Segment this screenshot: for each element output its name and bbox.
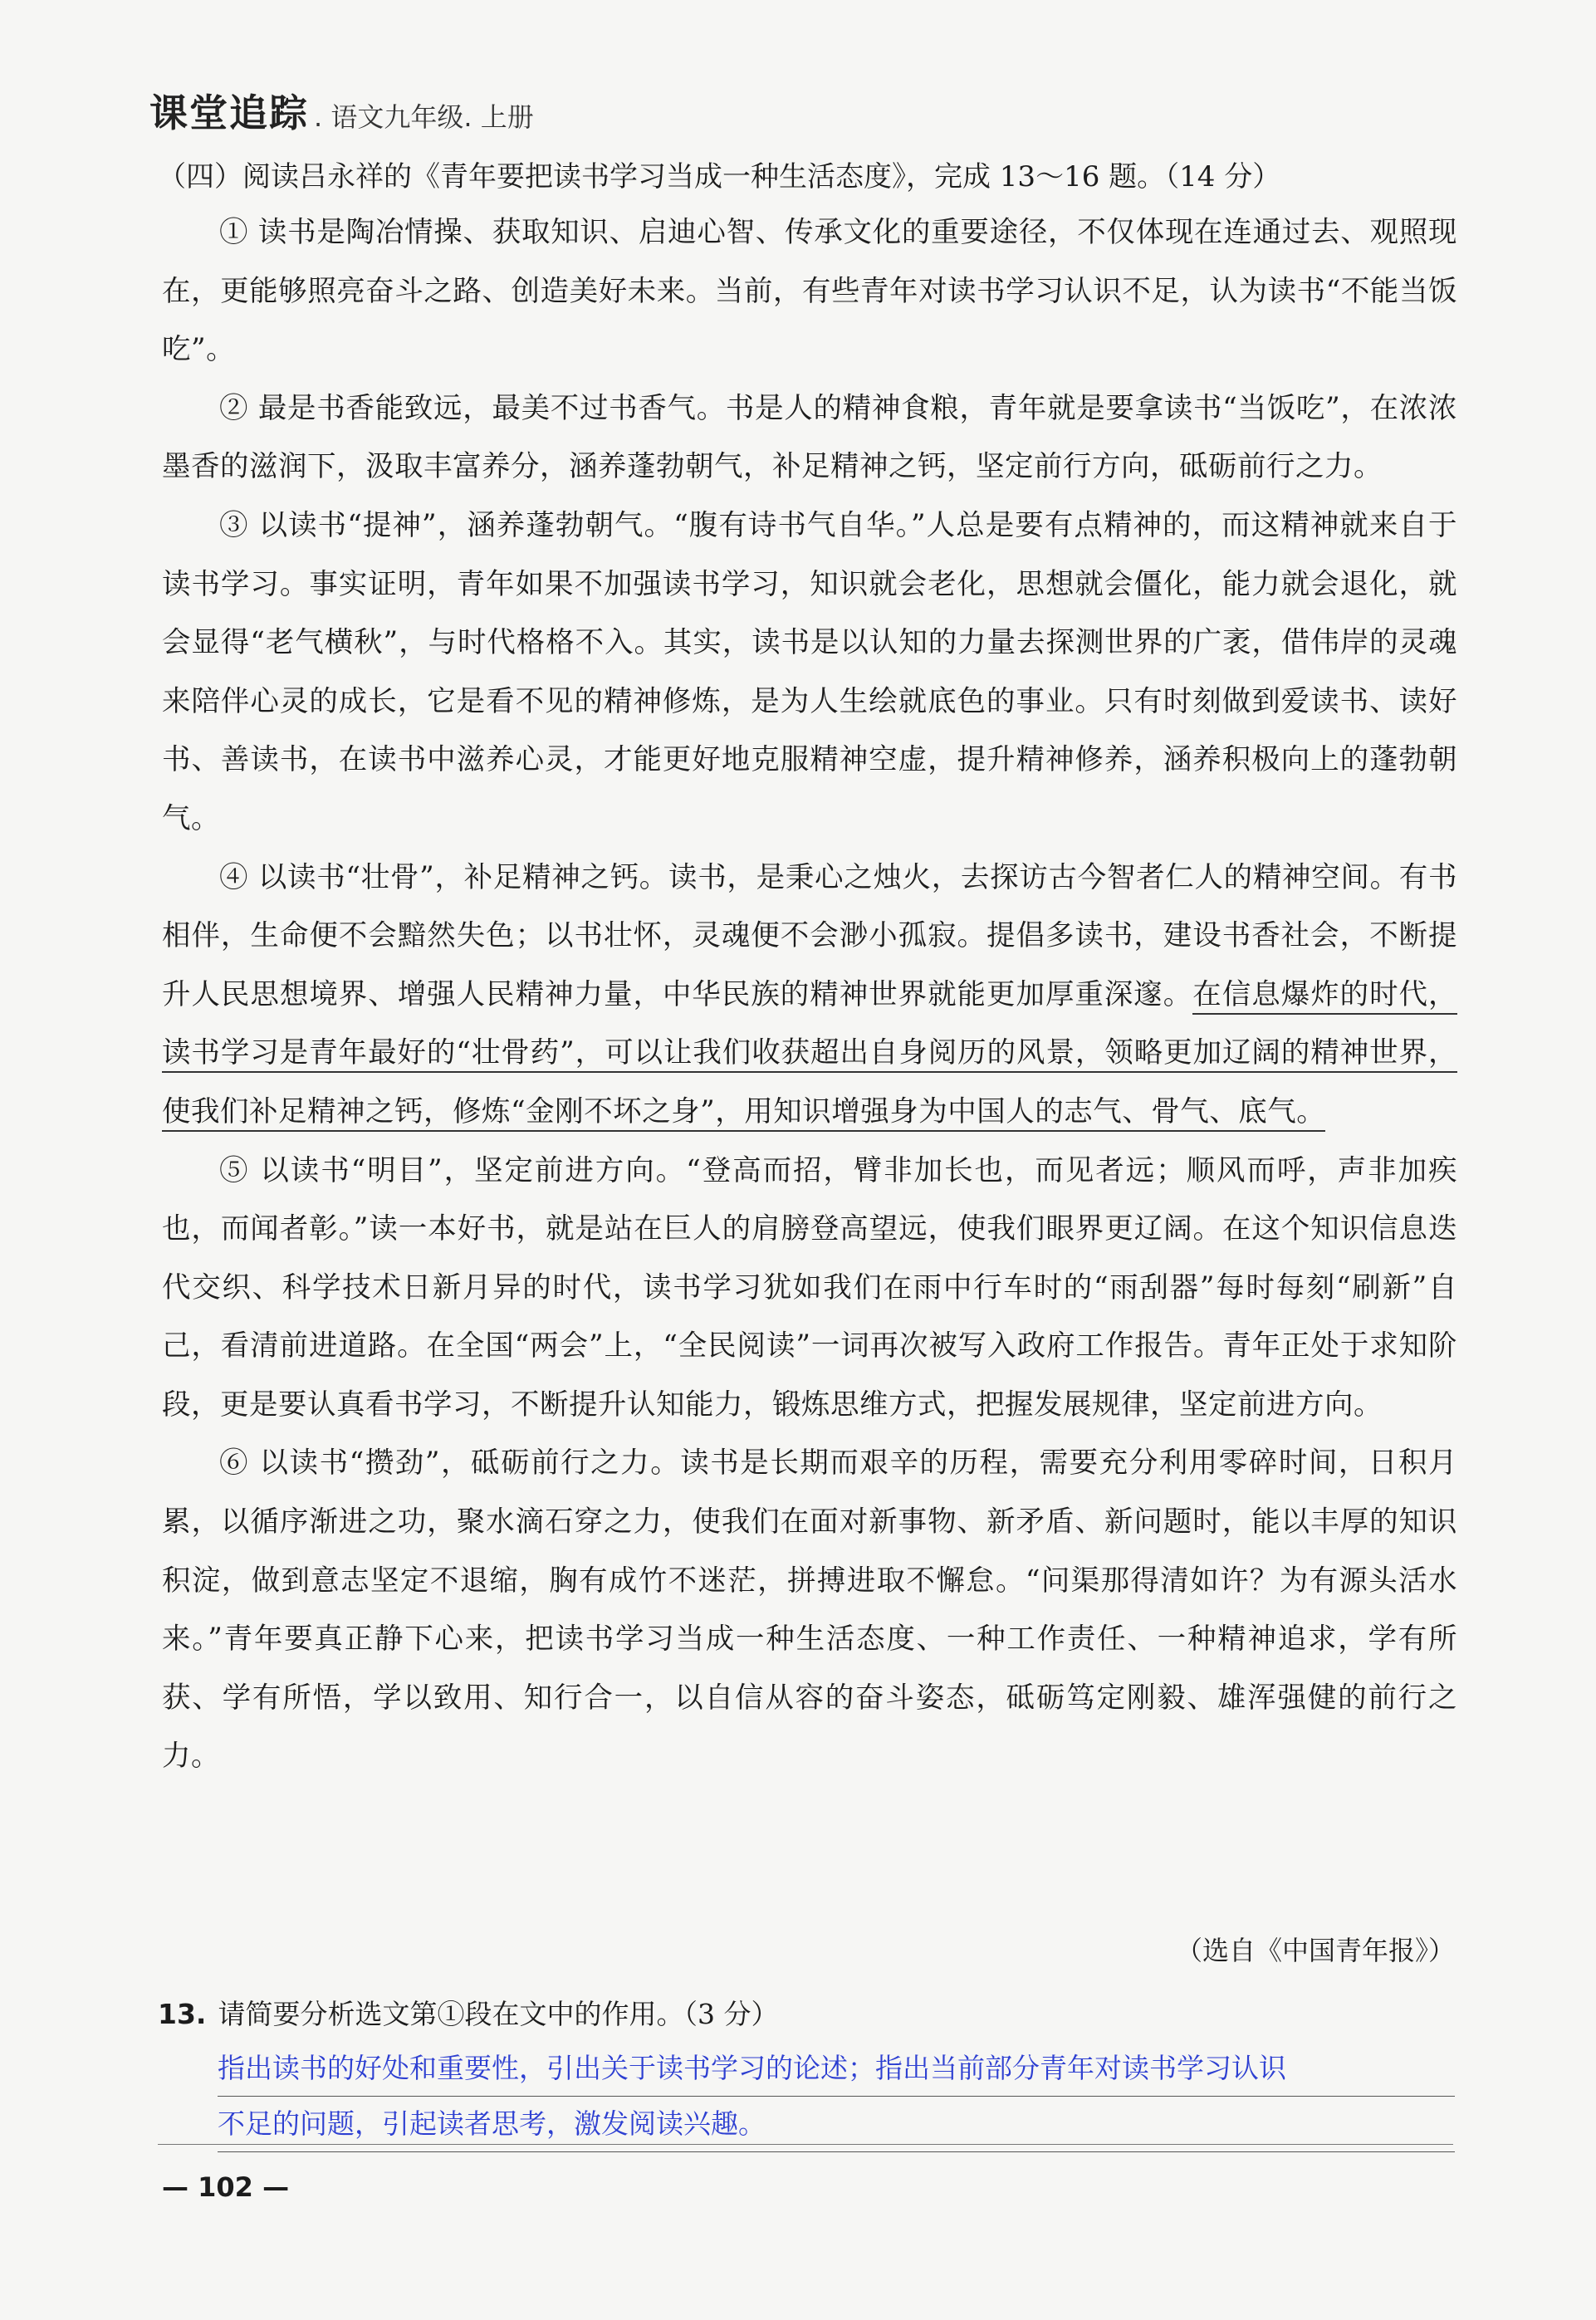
question-text: 请简要分析选文第①段在文中的作用。（3 分） bbox=[218, 1998, 779, 2030]
paragraph-3: ③ 以读书“提神”，涵养蓬勃朝气。“腹有诗书气自华。”人总是要有点精神的，而这精神就来自于读书学习。事实证明，青年如果不加强读书学习，知识就会老化，思想就会僵化，能力就会退化，就会显得“老气横秋”，与时代格格不入。其实，读书是以认知的力量去探测世界的广袤，借伟岸的灵魂来陪伴心灵的成长，它是看不见的精神修炼，是为人生绘就底色的事业。只有时刻做到爱读书、读好书、善读书，在读书中滋养心灵，才能更好地克服精神空虚，提升精神修养，涵养积极向上的蓬勃朝气。 bbox=[162, 508, 1457, 835]
section-title: （四）阅读吕永祥的《青年要把读书学习当成一种生活态度》，完成 13～16 题。（14 分） bbox=[158, 160, 1281, 193]
article-body bbox=[162, 203, 1457, 1786]
paragraph-6: ⑥ 以读书“攒劲”，砥砺前行之力。读书是长期而艰辛的历程，需要充分利用零碎时间，日积月累，以循序渐进之功，聚水滴石穿之力，使我们在面对新事物、新矛盾、新问题时，能以丰厚的知识积淀，做到意志坚定不退缩，胸有成竹不迷茫，拼搏进取不懈怠。“问渠那得清如许？为有源头活水来。”青年要真正静下心来，把读书学习当成一种生活态度、一种工作责任、一种精神追求，学有所获、学有所悟，学以致用、知行合一，以自信从容的奋斗姿态，砥砺笃定刚毅、雄浑强健的前行之力。 bbox=[162, 1446, 1457, 1774]
answer-line-1: 指出读书的好处和重要性，引出关于读书学习的论述；指出当前部分青年对读书学习认识 bbox=[218, 2041, 1455, 2097]
answer-area bbox=[218, 2041, 1455, 2152]
paragraph-4 bbox=[162, 849, 1457, 1142]
book-subtitle: . 语文九年级. 上册 bbox=[314, 101, 534, 133]
paragraph-5: ⑤ 以读书“明目”，坚定前进方向。“登高而招，臂非加长也，而见者远；顺风而呼，声非加疾也，而闻者彰。”读一本好书，就是站在巨人的肩膀登高望远，使我们眼界更辽阔。在这个知识信息迭代交织、科学技术日新月异的时代，读书学习犹如我们在雨中行车时的“雨刮器”每时每刻“刷新”自己，看清前进道路。在全国“两会”上，“全民阅读”一词再次被写入政府工作报告。青年正处于求知阶段，更是要认真看书学习，不断提升认知能力，锻炼思维方式，把握发展规律，坚定前进方向。 bbox=[162, 1153, 1457, 1422]
page-header bbox=[149, 83, 534, 133]
paragraph-4-text: ④ 以读书“壮骨”，补足精神之钙。读书，是秉心之烛火，去探访古今智者仁人的精神空间。有书相伴，生命便不会黯然失色；以书壮怀，灵魂便不会渺小孤寂。提倡多读书，建设书香社会，不断提升人民思想境界、增强人民精神力量，中华民族的精神世界就能更加厚重深邃。 bbox=[162, 860, 1457, 1011]
answer-line-2: 不足的问题，引起读者思考，激发阅读兴趣。 bbox=[218, 2097, 1455, 2152]
paragraph-2: ② 最是书香能致远，最美不过书香气。书是人的精神食粮，青年就是要拿读书“当饭吃”，在浓浓墨香的滋润下，汲取丰富养分，涵养蓬勃朝气，补足精神之钙，坚定前行方向，砥砺前行之力。 bbox=[162, 391, 1457, 484]
brand-logo: 课堂追踪 bbox=[149, 91, 309, 135]
question-13 bbox=[158, 1993, 778, 2032]
question-number: 13. bbox=[158, 1998, 207, 2030]
footer-divider bbox=[158, 2144, 1453, 2145]
paragraph-1: ① 读书是陶冶情操、获取知识、启迪心智、传承文化的重要途径，不仅体现在连通过去、观照现在，更能够照亮奋斗之路、创造美好未来。当前，有些青年对读书学习认识不足，认为读书“不能当饭吃”。 bbox=[162, 216, 1457, 367]
underlined-sentence: 在信息爆炸的时代，读书学习是青年最好的“壮骨药”，可以让我们收获超出自身阅历的风景，领略更加辽阔的精神世界，使我们补足精神之钙，修炼“金刚不坏之身”，用知识增强身为中国人的志气、骨气、底气。 bbox=[162, 978, 1457, 1132]
article-source: （选自《中国青年报》） bbox=[1175, 1935, 1455, 1966]
page-number: — 102 — bbox=[162, 2171, 290, 2203]
